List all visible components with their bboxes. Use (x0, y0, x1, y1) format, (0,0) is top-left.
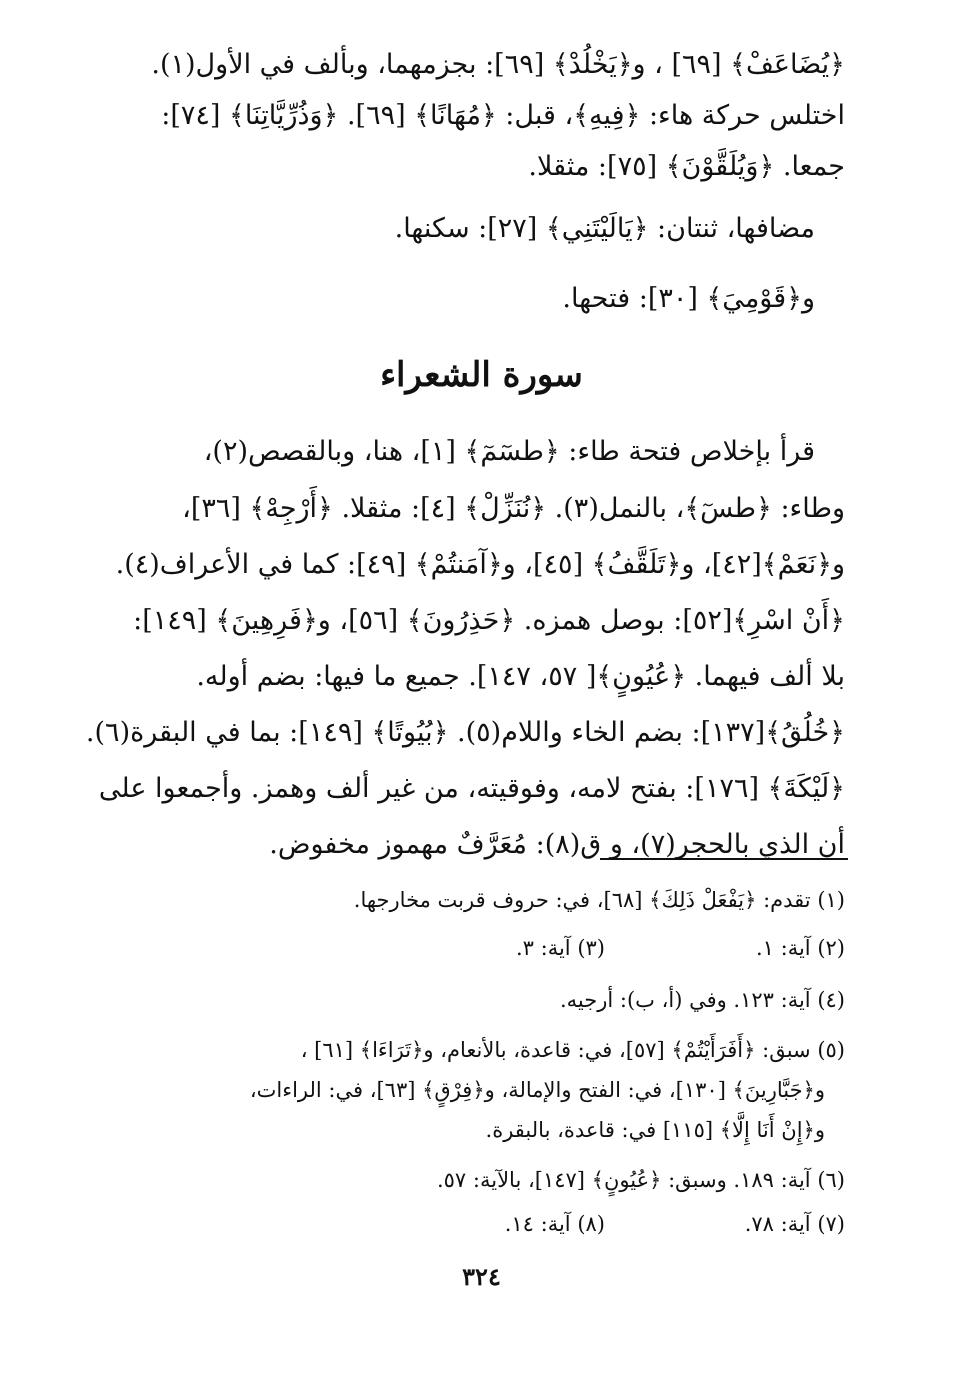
footnote: (٤) آية: ١٢٣. وفي (أ، ب): أرجيه. (559, 988, 845, 1012)
text-line: جمعا. ﴿وَيُلَقَّوْنَ﴾ [٧٥]: مثقلا. (528, 151, 845, 182)
text-line: اختلس حركة هاء: ﴿فِيهِ﴾، قبل: ﴿مُهَانًا﴾ [٦٩]. ﴿وَذُرِّيَّاتِنَا﴾ [٧٤]: (161, 100, 845, 131)
body-line: ﴿أَنْ اسْرِ﴾[٥٢]: بوصل همزه. ﴿حَذِرُونَ﴾ [٥٦]، و﴿فَرِهِينَ﴾ [١٤٩]: (133, 605, 845, 636)
body-line: ﴿خُلُقُ﴾[١٣٧]: بضم الخاء واللام(٥). ﴿بُيُوتًا﴾ [١٤٩]: بما في البقرة(٦). (85, 717, 845, 748)
footnote: (٦) آية: ١٨٩. وسبق: ﴿عُيُونٍ﴾ [١٤٧]، بالآية: ٥٧. (436, 1168, 845, 1192)
body-line: أن الذي بالحجر(٧)، و ق(٨): مُعَرَّفٌ مهموز مخفوض. (269, 829, 845, 860)
body-line: قرأ بإخلاص فتحة طاء: ﴿طسٓمٓ﴾ [١]، هنا، وبالقصص(٢)، (203, 436, 815, 467)
footnote: (٥) سبق: ﴿أَفَرَأَيْتُمْ﴾ [٥٧]، في: قاعدة، بالأنعام، و﴿تَرَاءَا﴾ [٦١] ، (300, 1038, 845, 1062)
footnote-separator (600, 858, 848, 860)
surah-title: سورة الشعراء (380, 355, 583, 395)
page-number: ٣٢٤ (462, 1262, 501, 1291)
footnote: (٧) آية: ٧٨. (744, 1212, 845, 1236)
body-line: بلا ألف فيهما. ﴿عُيُونٍ﴾[ ٥٧، ١٤٧]. جميع ما فيها: بضم أوله. (196, 661, 845, 692)
footnote-continuation: و﴿إِنْ أَنَا إِلَّا﴾ [١١٥] في: قاعدة، بالبقرة. (485, 1118, 825, 1142)
footnote: (٣) آية: ٣. (515, 936, 605, 960)
footnote: (١) تقدم: ﴿يَفْعَلْ ذَلِكَ﴾ [٦٨]، في: حروف قربت مخارجها. (353, 888, 845, 912)
text-line: مضافها، ثنتان: ﴿يَالَيْتَنِي﴾ [٢٧]: سكنها. (394, 213, 815, 244)
footnote: (٢) آية: ١. (755, 936, 845, 960)
body-line: و﴿نَعَمْ﴾[٤٢]، و﴿تَلَقَّفُ﴾ [٤٥]، و﴿آمَنتُمْ﴾ [٤٩]: كما في الأعراف(٤). (115, 549, 845, 580)
footnote-pair (425, 932, 845, 964)
footnote: (٨) آية: ١٤. (504, 1212, 605, 1236)
body-line: وطاء: ﴿طسٓ﴾، بالنمل(٣). ﴿نُنَزِّلْ﴾ [٤]: مثقلا. ﴿أَرْجِهْ﴾ [٣٦]، (182, 493, 845, 524)
body-line: ﴿لَيْكَةَ﴾ [١٧٦]: بفتح لامه، وفوقيته، من غير ألف وهمز. وأجمعوا على (98, 773, 845, 804)
footnote-continuation: و﴿جَبَّارِينَ﴾ [١٣٠]، في: الفتح والإمالة، و﴿فِرْقٍ﴾ [٦٣]، في: الراءات، (249, 1078, 825, 1102)
text-line: و﴿قَوْمِيَ﴾ [٣٠]: فتحها. (562, 283, 815, 314)
footnote-pair (425, 1208, 845, 1240)
text-line: ﴿يُضَاعَفْ﴾ [٦٩] ، و﴿يَخْلُدْ﴾ [٦٩]: بجزمهما، وبألف في الأول(١). (151, 49, 845, 80)
